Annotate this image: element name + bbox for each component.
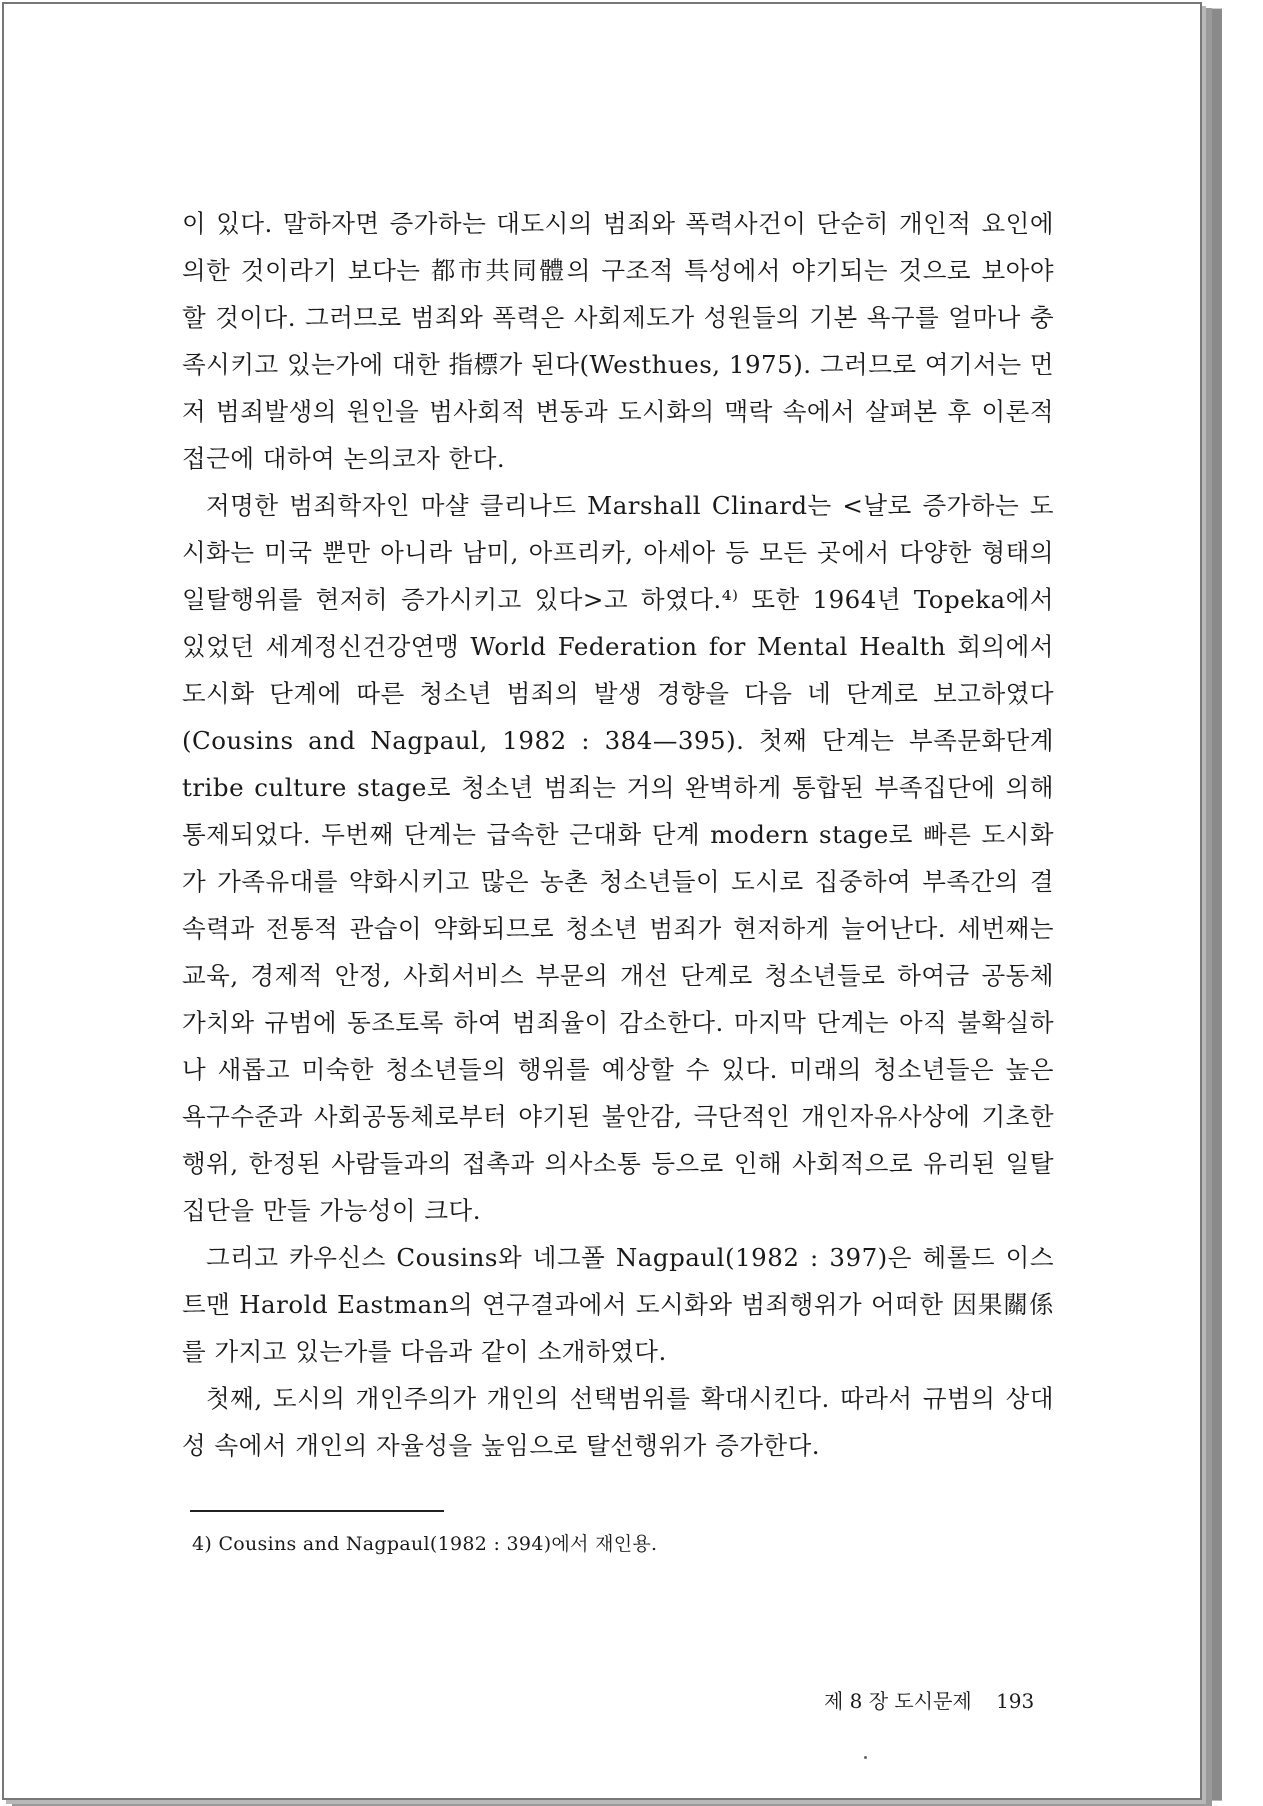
chapter-title: 제 8 장 도시문제 [824,1689,972,1713]
page-number: 193 [996,1689,1035,1713]
scan-speck [864,1756,867,1759]
footnote: 4) Cousins and Nagpaul(1982 : 394)에서 재인용. [192,1533,658,1555]
book-page [2,2,1202,1800]
body-text [182,200,1054,1469]
paragraph: 첫째, 도시의 개인주의가 개인의 선택범위를 확대시킨다. 따라서 규범의 상대성 속에서 개인의 자율성을 높임으로 탈선행위가 증가한다. [182,1384,1054,1460]
footnote-divider [190,1510,444,1512]
paragraph: 그리고 카우신스 Cousins와 네그폴 Nagpaul(1982 : 397)은 헤롤드 이스트맨 Harold Eastman의 연구결과에서 도시화와 범죄행위가 어떠한 因果關係를 가지고 있는가를 다음과 같이 소개하였다. [182,1243,1054,1366]
paragraph: 이 있다. 말하자면 증가하는 대도시의 범죄와 폭력사건이 단순히 개인적 요인에 의한 것이라기 보다는 都市共同體의 구조적 특성에서 야기되는 것으로 보아야 할 것이다. 그러므로 범죄와 폭력은 사회제도가 성원들의 기본 욕구를 얼마나 충족시키고 있는가에 대한 指標가 된다(Westhues, 1975). 그러므로 여기서는 먼저 범죄발생의 원인을 범사회적 변동과 도시화의 맥락 속에서 살펴본 후 이론적 접근에 대하여 논의코자 한다. [182,209,1054,473]
paragraph: 저명한 범죄학자인 마샬 클리나드 Marshall Clinard는 <날로 증가하는 도시화는 미국 뿐만 아니라 남미, 아프리카, 아세아 등 모든 곳에서 다양한 형태의 일탈행위를 현저히 증가시키고 있다>고 하였다.⁴⁾ 또한 1964년 Topeka에서 있었던 세계정신건강연맹 World Federation for Mental Health 회의에서 도시화 단계에 따른 청소년 범죄의 발생 경향을 다음 네 단계로 보고하였다 (Cousins and Nagpaul, 1982 : 384—395). 첫째 단계는 부족문화단계 tribe culture stage로 청소년 범죄는 거의 완벽하게 통합된 부족집단에 의해 통제되었다. 두번째 단계는 급속한 근대화 단계 modern stage로 빠른 도시화가 가족유대를 약화시키고 많은 농촌 청소년들이 도시로 집중하여 부족간의 결속력과 전통적 관습이 약화되므로 청소년 범죄가 현저하게 늘어난다. 세번째는 교육, 경제적 안정, 사회서비스 부문의 개선 단계로 청소년들로 하여금 공동체 가치와 규범에 동조토록 하여 범죄율이 감소한다. 마지막 단계는 아직 불확실하나 새롭고 미숙한 청소년들의 행위를 예상할 수 있다. 미래의 청소년들은 높은 욕구수준과 사회공동체로부터 야기된 불안감, 극단적인 개인자유사상에 기초한 행위, 한정된 사람들과의 접촉과 의사소통 등으로 인해 사회적으로 유리된 일탈집단을 만들 가능성이 크다. [182,491,1054,1225]
running-footer [824,1686,1035,1716]
